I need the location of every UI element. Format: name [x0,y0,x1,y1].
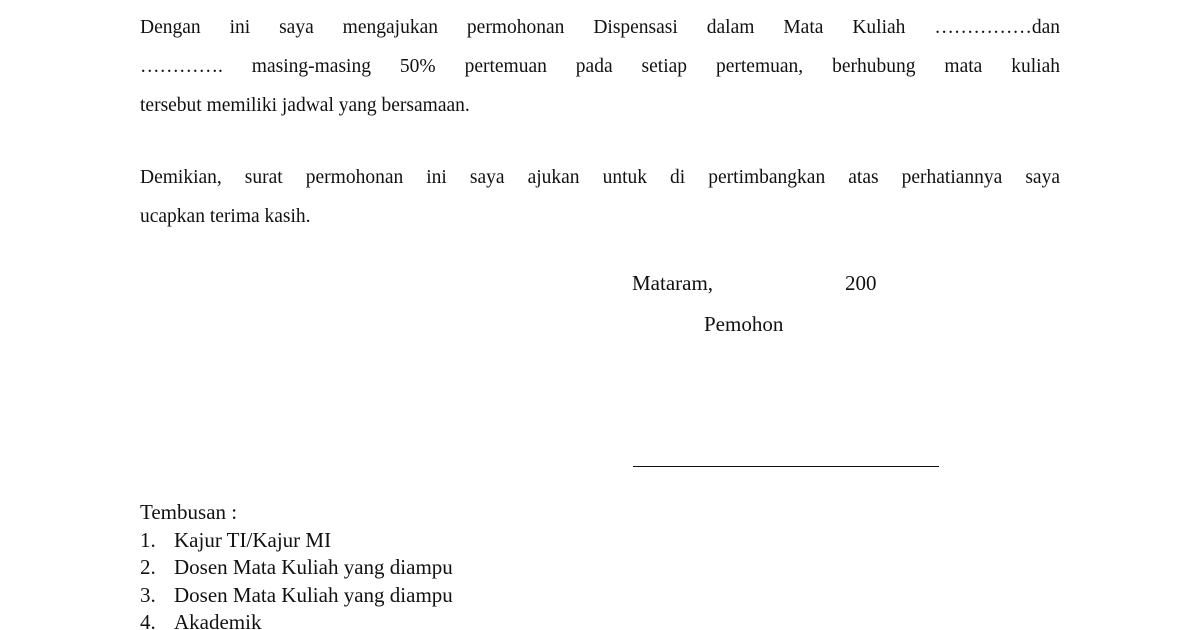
list-item-label: Kajur TI/Kajur MI [174,527,332,552]
paragraph-line: …………. masing-masing 50% pertemuan pada setiap pertemuan, berhubung mata kuliah [140,56,1060,77]
carbon-copy-title: Tembusan : [140,500,238,524]
list-item-number: 1. [140,527,156,552]
place-name: Mataram, [632,271,714,295]
carbon-copy-section [140,499,453,630]
list-item-number: 3. [140,582,156,607]
list-item-number: 4. [140,610,156,630]
list-item [140,582,453,610]
list-item-label: Dosen Mata Kuliah yang diampu [174,582,453,607]
paragraph-line: Dengan ini saya mengajukan permohonan Dispensasi dalam Mata Kuliah ……………dan [140,17,1060,38]
closing-paragraph [140,158,1060,236]
signature-line [633,466,939,467]
list-item-label: Dosen Mata Kuliah yang diampu [174,555,453,579]
request-paragraph [140,8,1060,125]
list-item-number: 2. [140,555,156,579]
signer-role: Pemohon [704,312,784,336]
carbon-copy-list [140,527,453,630]
list-item [140,554,453,582]
place-date [632,268,877,298]
list-item [140,609,453,630]
list-item [140,527,453,555]
list-item-label: Akademik [174,610,262,630]
date-year: 200 [845,271,877,295]
paragraph-line: Demikian, surat permohonan ini saya ajukan untuk di pertimbangkan atas perhatiannya saya [140,167,1060,188]
paragraph-line: ucapkan terima kasih. [140,206,311,227]
paragraph-line: tersebut memiliki jadwal yang bersamaan. [140,95,470,116]
